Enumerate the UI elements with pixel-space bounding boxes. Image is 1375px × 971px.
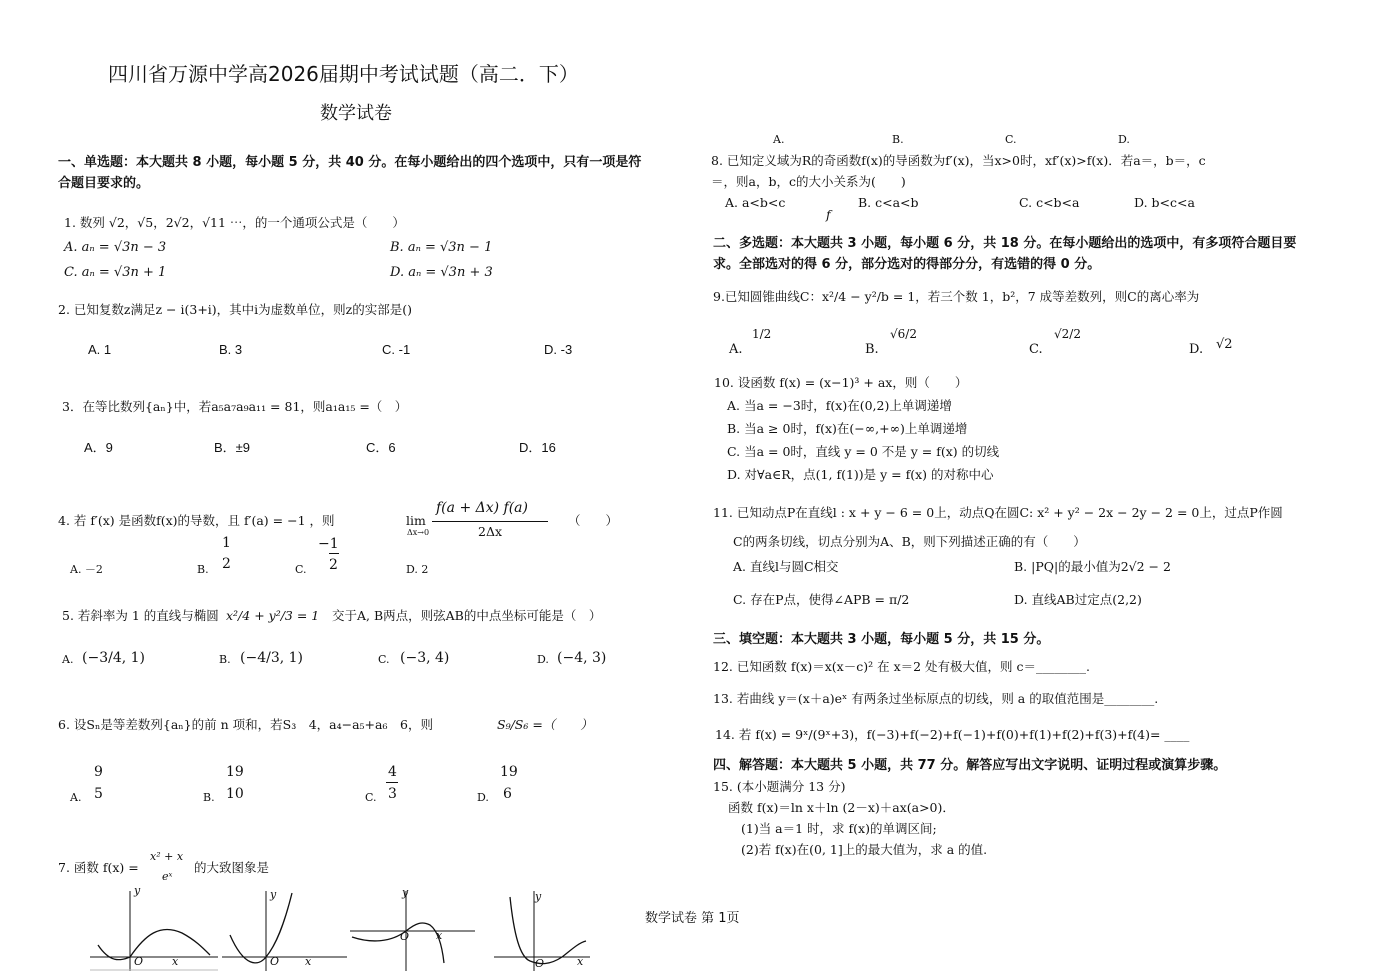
q7-stem-tail: 的大致图象是 — [194, 860, 270, 875]
q2-option-d: D. -3 — [544, 342, 573, 357]
q3-option-c: C．6 — [366, 440, 396, 455]
curve-b — [230, 893, 292, 963]
q4-numerator: f(a + Δx) f(a) — [436, 500, 528, 516]
q4-option-b-num: 1 — [222, 535, 231, 551]
q6-option-c: C. — [365, 791, 377, 804]
q6-option-a-num: 9 — [94, 764, 103, 780]
q7-graph-c-origin: O — [400, 930, 410, 943]
q4-option-c-bar — [329, 553, 339, 554]
q11-option-c: C. 存在P点，使得∠APB = π/2 — [733, 592, 910, 607]
q4-option-b: B. — [197, 563, 209, 576]
q1-option-d: D. aₙ = √3n + 3 — [390, 265, 493, 280]
q10-option-d: D. 对∀a∈R，点(1, f(1))是 y = f(x) 的对称中心 — [727, 467, 994, 482]
q6-option-c-bar — [386, 782, 398, 783]
q7-graph-d-x-label: x — [577, 955, 584, 968]
q5-option-a-val: (−3/4, 1) — [82, 650, 145, 666]
q10-option-a: A. 当a = −3时，f(x)在(0,2)上单调递增 — [727, 398, 952, 413]
q11-option-d: D. 直线AB过定点(2,2) — [1014, 592, 1142, 607]
q9-stem: 9.已知圆锥曲线C：x²/4 − y²/b = 1，若三个数 1，b²，7 成等差数列，则C的离心率为 — [713, 289, 1200, 304]
q8-option-b: B. c<a<b — [858, 195, 919, 210]
q9-option-d: D. — [1189, 342, 1204, 357]
q4-lim-sub: Δx→0 — [407, 528, 430, 537]
q12: 12. 已知函数 f(x)＝x(x－c)² 在 x＝2 处有极大值，则 c＝________. — [713, 659, 1090, 674]
q15-line-2: (1)当 a＝1 时，求 f(x)的单调区间; — [741, 821, 937, 836]
q10-stem: 10. 设函数 f(x) = (x−1)³ + ax，则（ ） — [714, 375, 968, 390]
section-4: 四、解答题：本大题共 5 小题，共 77 分。解答应写出文字说明、证明过程或演算步骤。 — [713, 758, 1227, 773]
q3-option-b: B．±9 — [214, 440, 251, 455]
q11-option-b: B. |PQ|的最小值为2√2 − 2 — [1014, 559, 1171, 574]
q7-option-c-label: C. — [1005, 133, 1017, 146]
q5-option-c-val: (−3, 4) — [400, 650, 450, 666]
q4-option-c-num: −1 — [318, 536, 339, 552]
q7-f-numerator: x² + x — [150, 850, 184, 863]
q2-option-a: A. 1 — [88, 342, 112, 357]
q4-option-a: A. －2 — [70, 563, 103, 576]
q6-option-d-num: 19 — [500, 764, 518, 780]
q7-graph-a-x-label: x — [172, 955, 179, 968]
q11-stem: 11. 已知动点P在直线l : x + y − 6 = 0上，动点Q在圆C: x² + y² − 2x − 2y − 2 = 0上，过点P作圆 — [713, 505, 1283, 520]
q7-graph-c-y-label: y — [402, 886, 409, 899]
q14: 14. 若 f(x) = 9ˣ/(9ˣ+3)，f(−3)+f(−2)+f(−1)+f(0)+f(1)+f(2)+f(3)+f(4)= ____ — [715, 727, 1190, 742]
q4-fraction-bar — [432, 521, 548, 522]
q4-denominator: 2Δx — [478, 524, 503, 539]
section-2-line-2: 求。全部选对的得 6 分，部分选对的得部分分，有选错的得 0 分。 — [713, 257, 1101, 272]
q2-stem: 2. 已知复数z满足z − i(3+i)，其中i为虚数单位，则z的实部是() — [58, 302, 413, 317]
q7-graph-b — [222, 885, 347, 971]
q8-option-c: C. c<b<a — [1019, 195, 1080, 210]
q2-option-b: B. 3 — [219, 342, 243, 357]
q1-option-a: A. aₙ = √3n − 3 — [64, 240, 167, 255]
q6-option-c-num: 4 — [388, 764, 397, 780]
q7-graph-b-origin: O — [270, 955, 280, 968]
q7-graph-b-y-label: y — [270, 888, 277, 901]
q13: 13. 若曲线 y＝(x＋a)eˣ 有两条过坐标原点的切线，则 a 的取值范围是________. — [713, 691, 1159, 706]
q5-stem: 5. 若斜率为 1 的直线与椭圆 — [62, 608, 219, 623]
q11-stem-2: C的两条切线，切点分别为A、B，则下列描述正确的有（ ） — [733, 534, 1086, 549]
q10-option-c: C. 当a = 0时，直线 y = 0 不是 y = f(x) 的切线 — [727, 444, 1000, 459]
page-subtitle: 数学试卷 — [320, 103, 392, 124]
q9-option-c: C. — [1029, 342, 1043, 357]
q15-line-3: (2)若 f(x)在(0, 1]上的最大值为，求 a 的值. — [741, 842, 988, 857]
q6-frac: S₉/S₆ =（ ） — [497, 717, 593, 732]
q6-option-b-den: 10 — [226, 786, 244, 802]
q5-option-d: D. — [537, 653, 549, 666]
q7-graph-a — [90, 885, 220, 971]
q7-option-d-label: D. — [1118, 133, 1130, 146]
q3-option-a: A．9 — [84, 440, 113, 455]
q8-option-d: D. b<c<a — [1134, 195, 1195, 210]
section-2-line-1: 二、多选题：本大题共 3 小题，每小题 6 分，共 18 分。在每小题给出的选项中，有多项符合题目要 — [713, 236, 1297, 251]
q9-option-b: B. — [865, 342, 879, 357]
q9-option-a-val: 1/2 — [752, 327, 772, 341]
q4-option-b-den: 2 — [222, 556, 231, 572]
q5-ellipse: x²/4 + y²/3 = 1 — [226, 608, 320, 623]
curve-d — [510, 897, 586, 964]
q8-stray-f: f — [826, 207, 831, 222]
q6-option-b: B. — [203, 791, 215, 804]
q4-option-c: C. — [295, 563, 307, 576]
q5-option-b: B. — [219, 653, 231, 666]
q7-graph-a-origin: O — [134, 955, 144, 968]
q8-stem: 8. 已知定义域为R的奇函数f(x)的导函数为f′(x)，当x>0时，xf′(x)>f(x)．若a＝，b＝，c — [711, 153, 1206, 168]
q1-option-b: B. aₙ = √3n − 1 — [390, 240, 493, 255]
q4-lim: lim — [406, 513, 426, 528]
q15-line-1: 函数 f(x)＝ln x＋ln (2－x)＋ax(a>0)． — [728, 800, 955, 815]
q5-option-b-val: (−4/3, 1) — [240, 650, 303, 666]
q1-option-c: C. aₙ = √3n + 1 — [64, 265, 167, 280]
q6-option-c-den: 3 — [388, 786, 397, 802]
q7-graph-c-x-label: x — [436, 929, 443, 942]
q5-option-c: C. — [378, 653, 390, 666]
curve-c — [352, 923, 444, 963]
q5-option-d-val: (−4, 3) — [557, 650, 607, 666]
q6-option-d-den: 6 — [503, 786, 512, 802]
q9-option-c-val: √2/2 — [1054, 327, 1081, 341]
section-1-line-1: 一、单选题：本大题共 8 小题，每小题 5 分，共 40 分。在每小题给出的四个选项中，只有一项是符 — [58, 155, 642, 170]
q7-graph-a-y-label: y — [134, 884, 141, 897]
q10-option-b: B. 当a ≥ 0时，f(x)在(−∞,+∞)上单调递增 — [727, 421, 968, 436]
q6-option-a-den: 5 — [94, 786, 103, 802]
q2-option-c: C. -1 — [382, 342, 411, 357]
q9-option-b-val: √6/2 — [890, 327, 917, 341]
q5-option-a: A. — [62, 653, 74, 666]
q6-option-d: D. — [477, 791, 489, 804]
q3-option-d: D．16 — [519, 440, 556, 455]
q8-stem-2: ＝，则a，b，c的大小关系为( ) — [711, 174, 906, 189]
section-1-line-2: 合题目要求的。 — [58, 176, 150, 191]
page-footer: 数学试卷 第 1页 — [645, 911, 740, 926]
q7-graph-d-origin: O — [535, 957, 545, 970]
q4-option-c-den: 2 — [329, 557, 338, 573]
q15-title: 15. (本小题满分 13 分) — [713, 779, 846, 794]
q11-option-a: A. 直线l与圆C相交 — [733, 559, 839, 574]
q7-option-b-label: B. — [892, 133, 904, 146]
q7-graph-b-x-label: x — [305, 955, 312, 968]
q4-option-d: D. 2 — [406, 563, 429, 576]
q9-option-a: A. — [729, 342, 743, 357]
q4-stem: 4. 若 f′(x) 是函数f(x)的导数，且 f′(a) = −1 ，则 — [58, 513, 335, 528]
curve-a — [98, 929, 210, 959]
q1-stem: 1. 数列 √2，√5，2√2，√11 ⋯，的一个通项公式是（ ） — [64, 215, 405, 230]
q4-paren: （ ） — [568, 513, 619, 528]
q7-f-denominator: eˣ — [162, 870, 173, 883]
section-3: 三、填空题：本大题共 3 小题，每小题 5 分，共 15 分。 — [713, 632, 1050, 647]
q7-graph-c — [350, 885, 480, 971]
q7-option-a-label: A. — [773, 133, 785, 146]
q6-option-a: A. — [70, 791, 82, 804]
q6-option-b-num: 19 — [226, 764, 244, 780]
q5-stem-tail: 交于A, B两点，则弦AB的中点坐标可能是（ ） — [332, 608, 602, 623]
q6-stem: 6. 设Sₙ是等差数列{aₙ}的前 n 项和，若S₃ 4，a₄−a₅+a₆ 6，则 — [58, 717, 433, 732]
q3-stem: 3．在等比数列{aₙ}中，若a₅a₇a₉a₁₁ = 81，则a₁a₁₅ =（ ） — [62, 399, 408, 414]
q9-option-d-val: √2 — [1216, 337, 1233, 352]
q7-graph-d-y-label: y — [535, 890, 542, 903]
q7-stem: 7. 函数 f(x) = — [58, 860, 139, 875]
q8-option-a: A. a<b<c — [725, 195, 786, 210]
page-title: 四川省万源中学高2026届期中考试试题（高二．下） — [108, 62, 579, 86]
